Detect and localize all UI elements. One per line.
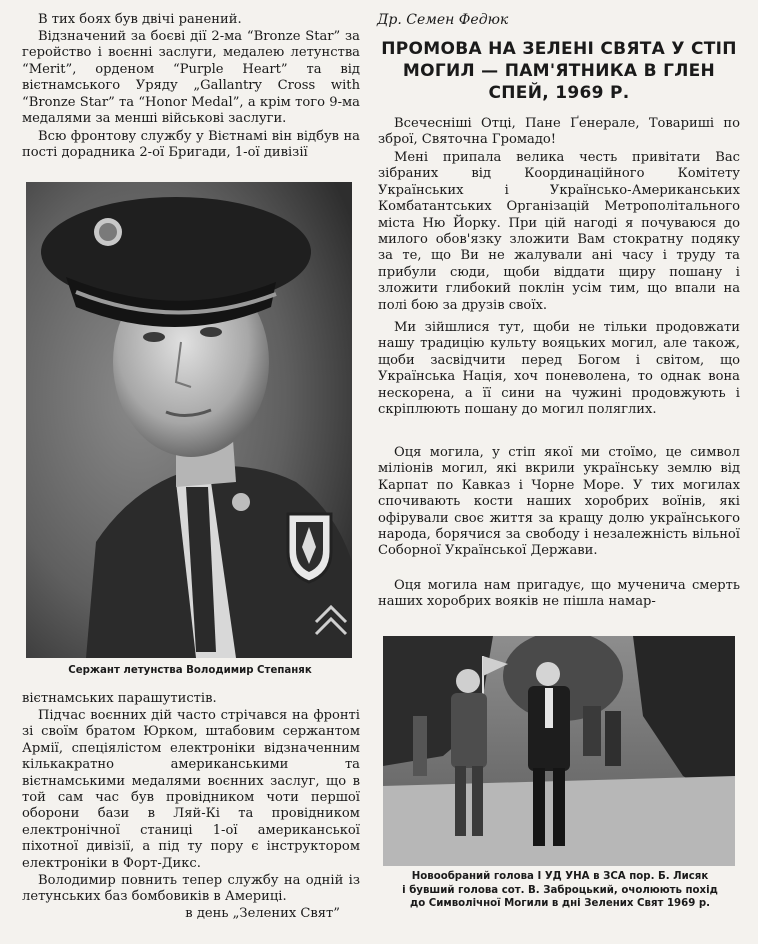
signature: в день „Зелених Свят” (185, 906, 340, 921)
text-paragraph: Всечесніші Отці, Пане Ґенерале, Товариші по зброї, Святочна Громадо! (378, 116, 740, 148)
caption-line: Новообраний голова І УД УНА в ЗСА пор. Б. Лисяк (411, 871, 709, 882)
text-paragraph: Оця могила, у стіп якої ми стоїмо, це символ міліонів могил, які вкрили українську землю від Карпат по Кавказ і Чорне Море. У тих могилах спочивають кости наших хоробрих воїнів, які офірували своє життя за кращу долю українського народа, борячися за свободу і незалежність вільної Соборної Української Держави. (378, 445, 740, 559)
text-paragraph: вієтнамських парашутистів. (22, 691, 217, 706)
portrait-photo (26, 182, 352, 658)
text-paragraph: Відзначений за боєві дії 2-ма “Bronze Star” за геройство і воєнні заслуги, медалею летунства “Merit”, орденом “Purple Heart” та від вієтнамського Уряду „Gallantry Cross with “Bronze Star” та “Honor Medal”, а крім того 9-ма медалями за менші військові заслуги. (22, 29, 360, 127)
portrait-image (26, 182, 352, 658)
speech-title (378, 38, 740, 104)
text-paragraph: В тих боях був двічі ранений. (38, 12, 242, 27)
text-paragraph: Підчас воєнних дій часто стрічався на фронті зі своїм братом Юрком, штабовим сержантом Армії, спеціялістом електроніки відзначенним кількакратно американськими та вієтнамськими медалями воєнних заслуг, що в той сам час був провідником чоти першої оборони бази в Ляй-Кі та провідником електронічної станиці 1-ої американської піхотної дивізії, а під ту пору є інструктором електроніки в Форт-Дикс. (22, 708, 360, 871)
text-paragraph: Оця могила нам пригадує, що мученича смерть наших хоробрих вояків не пішла намар- (378, 578, 740, 610)
procession-photo (383, 636, 735, 866)
caption-line: і бувший голова сот. В. Заброцький, очолюють похід (402, 884, 718, 896)
text-paragraph: Володимир повнить тепер службу на одній із летунських баз бомбовиків в Америці. (22, 873, 360, 905)
author-name: Др. Семен Федюк (377, 12, 509, 28)
title-line: ПРОМОВА НА ЗЕЛЕНІ СВЯТА У СТІП (381, 39, 737, 59)
title-line: МОГИЛ — ПАМ'ЯТНИКА В ГЛЕН (402, 61, 716, 81)
title-line: СПЕЙ, 1969 Р. (488, 83, 630, 103)
text-paragraph: Ми зійшлися тут, щоби не тільки продовжати нашу традицію культу вояцьких могил, але також, щоби засвідчити перед Богом і світом, що Українська Нація, хоч поневолена, то однак вона нескорена, а її сини на чужині продовжують і скріплюють пошану до могил поляглих. (378, 320, 740, 418)
procession-image (383, 636, 735, 866)
portrait-caption: Сержант летунства Володимир Степаняк (68, 665, 312, 676)
text-paragraph: Мені припала велика честь привітати Вас зібраних від Координаційного Комітету Українських і Українсько-Американських Комбатантських Організацій Метрополітального міста Ню Йорку. При цій нагоді я почуваюся до милого обов'язку зложити Вам стократну подяку за те, що Ви не жалували ані часу і труду та прибули сюди, щоби віддати щиру пошану і зложити глибокий поклін усім тим, що впали на полі бою за друзів своїх. (378, 150, 740, 313)
procession-caption (382, 870, 738, 911)
text-paragraph: Всю фронтову службу у Вієтнамі він відбув на пості дорадника 2-ої Бригади, 1-ої дивізії (22, 129, 360, 161)
caption-line: до Символічної Могили в дні Зелених Свят 1969 р. (409, 898, 711, 909)
